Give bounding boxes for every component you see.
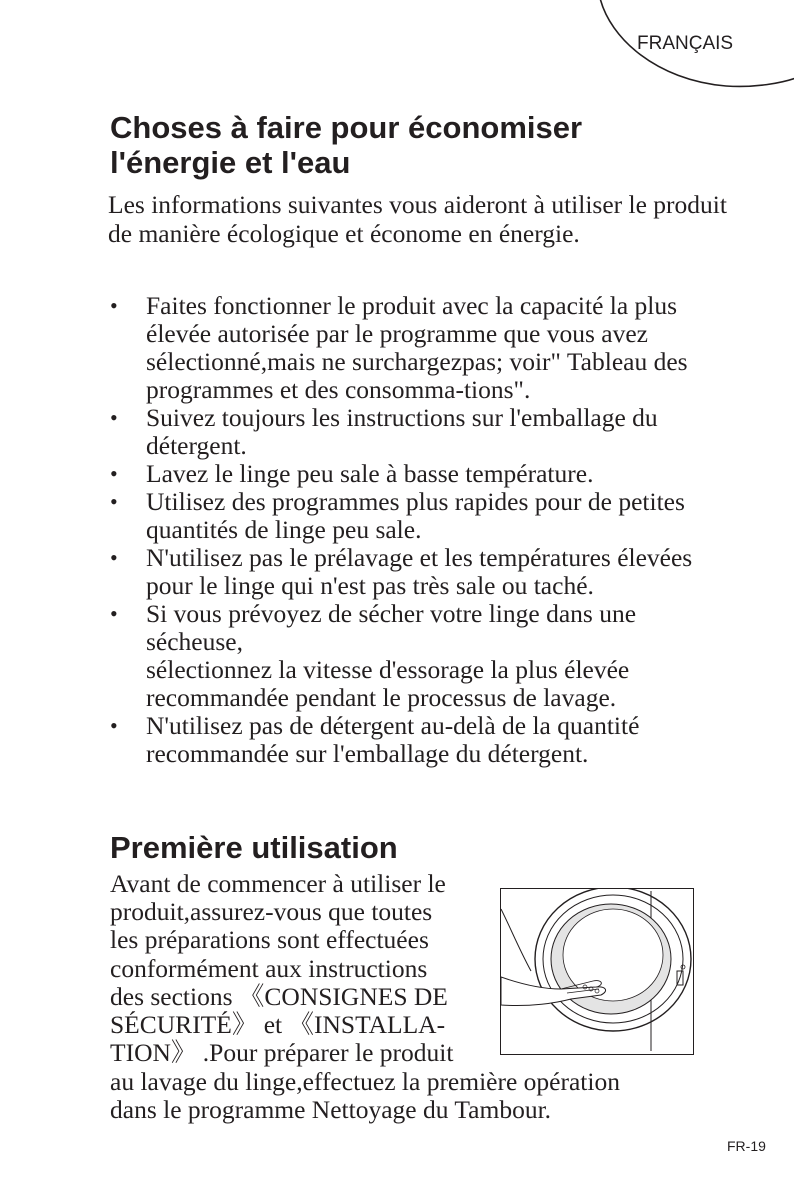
first-use-paragraph-tail: au lavage du linge,effectuez la première opération dans le programme Nettoyage du Tambour. [110, 1067, 620, 1125]
list-item-text: Utilisez des programmes plus rapides pour de petites quantités de linge peu sale. [146, 487, 685, 544]
list-item [108, 488, 728, 544]
list-item-text: Si vous prévoyez de sécher votre linge dans une sécheuse, sélectionnez la vitesse d'essorage la plus élevée recommandée pendant le processus de lavage. [146, 599, 637, 712]
bullet-icon: • [110, 405, 118, 430]
first-use-paragraph: Avant de commencer à utiliser le produit,assurez-vous que toutes les préparations sont effectuées conformément aux instructions des sections 《CONSIGNES DE SÉCURITÉ》 et 《INSTALLA- TION》 .Pour préparer le produit [110, 869, 454, 1068]
list-item [108, 600, 728, 712]
bullet-icon: • [110, 489, 118, 514]
washer-door-illustration [500, 888, 694, 1055]
washer-door-icon [501, 889, 692, 1053]
list-item [108, 404, 728, 460]
list-item [108, 460, 728, 488]
list-item-text: Faites fonctionner le produit avec la capacité la plus élevée autorisée par le programme que vous avez sélectionné,mais ne surchargezpas; voir" Tableau des programmes et des consomma-tions". [146, 291, 688, 404]
list-item [108, 292, 728, 404]
list-item-text: N'utilisez pas le prélavage et les températures élevées pour le linge qui n'est pas très sale ou taché. [146, 543, 693, 600]
bullet-icon: • [110, 713, 118, 738]
list-item-text: Suivez toujours les instructions sur l'emballage du détergent. [146, 403, 658, 460]
list-item-text: Lavez le linge peu sale à basse température. [146, 459, 594, 488]
title-line-1: Choses à faire pour économiser [110, 110, 583, 145]
list-item [108, 544, 728, 600]
title-line-2: l'énergie et l'eau [110, 145, 351, 180]
section-title-first-use: Première utilisation [110, 830, 398, 865]
list-item-text: N'utilisez pas de détergent au-delà de la quantité recommandée sur l'emballage du détergent. [146, 711, 640, 768]
page-number: FR-19 [727, 1138, 766, 1154]
tips-list [108, 292, 728, 768]
bullet-icon: • [110, 545, 118, 570]
bullet-icon: • [110, 293, 118, 318]
section-title-energy [110, 110, 730, 180]
list-item [108, 712, 728, 768]
language-label: FRANÇAIS [637, 33, 734, 54]
intro-paragraph: Les informations suivantes vous aideront à utiliser le produit de manière écologique et économe en énergie. [108, 190, 727, 248]
bullet-icon: • [110, 601, 118, 626]
bullet-icon: • [110, 461, 118, 486]
